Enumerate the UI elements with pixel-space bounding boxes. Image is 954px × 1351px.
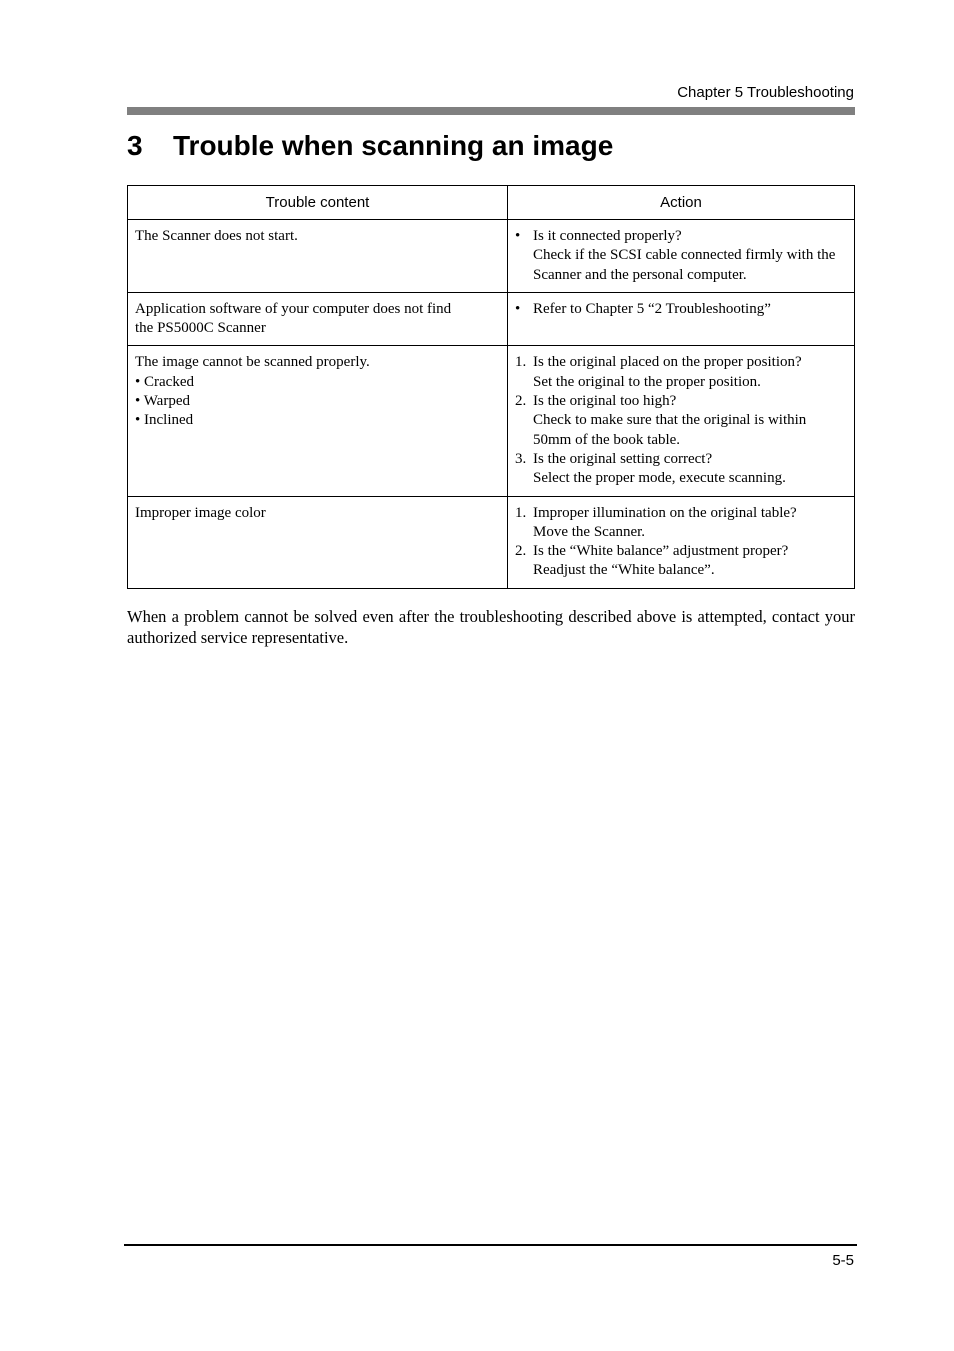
- trouble-cell: [128, 496, 508, 588]
- action-item: [515, 353, 846, 392]
- column-header-trouble: Trouble content: [128, 186, 508, 220]
- trouble-text: Application software of your computer does not find: [135, 300, 452, 317]
- action-line: Improper illumination on the original table?: [533, 504, 797, 521]
- action-marker: 1.: [515, 504, 527, 521]
- action-text: [533, 504, 846, 543]
- trouble-text: The image cannot be scanned properly.: [135, 354, 370, 371]
- action-line: 50mm of the book table.: [533, 431, 681, 448]
- action-line: Is the original setting correct?: [533, 450, 713, 467]
- action-cell: [508, 496, 855, 588]
- action-item: [515, 504, 846, 543]
- action-marker: 2.: [515, 543, 527, 560]
- action-line: Check if the SCSI cable connected firmly with the: [533, 247, 836, 264]
- contact-note: When a problem cannot be solved even after the troubleshooting described above is attempted, contact your authorized service representative.: [127, 607, 855, 647]
- chapter-header: Chapter 5 Troubleshooting: [677, 84, 854, 101]
- section-title: [127, 130, 613, 162]
- trouble-cell: [128, 292, 508, 346]
- page-number: 5-5: [832, 1252, 854, 1269]
- action-text: [533, 227, 846, 285]
- header-divider-bar: [127, 107, 855, 115]
- action-line: Is the “White balance” adjustment proper?: [533, 543, 789, 560]
- trouble-text: the PS5000C Scanner: [135, 320, 266, 337]
- column-header-action: Action: [508, 186, 855, 220]
- footer-rule: [124, 1244, 857, 1246]
- action-item: [515, 227, 846, 285]
- action-text: [533, 392, 846, 450]
- action-cell: [508, 346, 855, 496]
- action-line: Set the original to the proper position.: [533, 373, 761, 390]
- table-body: [128, 220, 855, 589]
- action-item: [515, 392, 846, 450]
- action-cell: [508, 220, 855, 293]
- action-line: Check to make sure that the original is within: [533, 412, 807, 429]
- action-text: [533, 300, 846, 319]
- trouble-cell: [128, 220, 508, 293]
- trouble-text: The Scanner does not start.: [135, 228, 298, 244]
- trouble-cell: [128, 346, 508, 496]
- action-marker: 3.: [515, 450, 527, 467]
- section-number: 3: [127, 130, 143, 161]
- action-item: [515, 542, 846, 581]
- action-line: Is the original placed on the proper position?: [533, 354, 802, 371]
- table-row: [128, 496, 855, 588]
- action-marker: 2.: [515, 393, 527, 410]
- trouble-text: Improper image color: [135, 504, 266, 521]
- action-line: Is the original too high?: [533, 393, 677, 410]
- action-cell: [508, 292, 855, 346]
- action-text: [533, 542, 846, 581]
- trouble-text: • Warped: [135, 393, 190, 410]
- action-marker: •: [515, 228, 521, 244]
- action-line: Scanner and the personal computer.: [533, 266, 747, 283]
- table-header-row: [128, 186, 855, 220]
- action-item: [515, 450, 846, 489]
- action-line: Select the proper mode, execute scanning.: [533, 470, 786, 487]
- table-row: [128, 346, 855, 496]
- action-line: Is it connected properly?: [533, 228, 682, 244]
- action-item: [515, 300, 846, 319]
- action-line: Readjust the “White balance”.: [533, 562, 715, 579]
- table-row: [128, 220, 855, 293]
- action-line: Refer to Chapter 5 “2 Troubleshooting”: [533, 300, 771, 317]
- action-marker: •: [515, 300, 521, 317]
- action-text: [533, 450, 846, 489]
- trouble-text: • Cracked: [135, 373, 194, 390]
- action-marker: 1.: [515, 354, 527, 371]
- trouble-table: [127, 185, 855, 589]
- section-title-text: Trouble when scanning an image: [173, 130, 614, 161]
- action-text: [533, 353, 846, 392]
- table-row: [128, 292, 855, 346]
- trouble-text: • Inclined: [135, 412, 194, 429]
- action-line: Move the Scanner.: [533, 523, 646, 540]
